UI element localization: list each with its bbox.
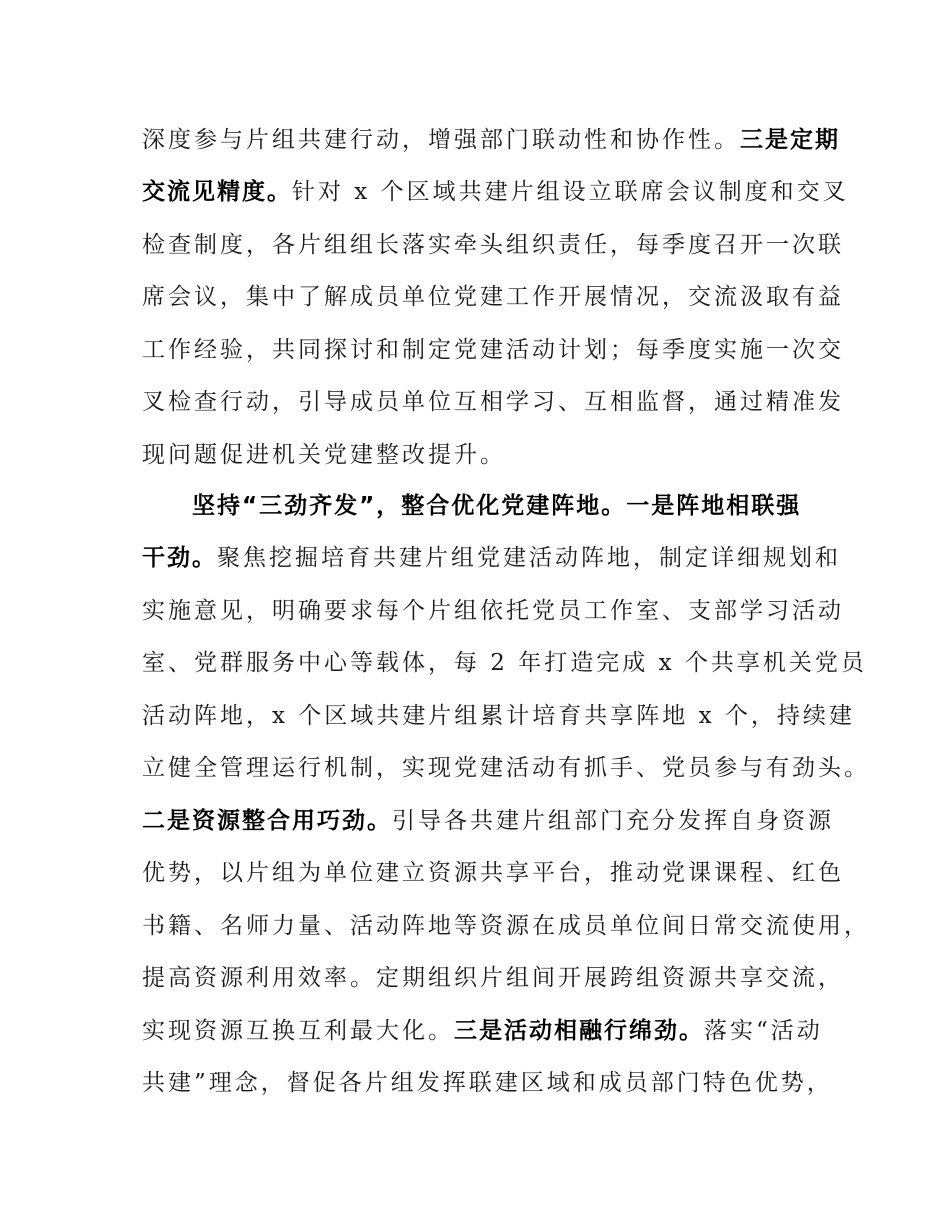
text-line: 叉检查行动，引导成员单位互相学习、互相监督，通过精准发 — [142, 389, 844, 415]
text-line: 二是资源整合用巧劲。引导各共建片组部门充分发挥自身资源 — [142, 808, 834, 834]
text-line: 共建”理念，督促各片组发挥联建区域和成员部门特色优势， — [142, 1070, 833, 1096]
text-line: 优势，以片组为单位建立资源共享平台，推动党课课程、红色 — [142, 860, 844, 886]
text-line: 实施意见，明确要求每个片组依托党员工作室、支部学习活动 — [142, 598, 844, 624]
text-line: 工作经验，共同探讨和制定党建活动计划；每季度实施一次交 — [142, 337, 844, 363]
text-line: 现问题促进机关党建整改提升。 — [142, 442, 506, 468]
text-line: 检查制度，各片组组长落实牵头组织责任，每季度召开一次联 — [142, 232, 844, 258]
text-line: 干劲。聚焦挖掘培育共建片组党建活动阵地，制定详细规划和 — [142, 545, 841, 571]
text-line: 书籍、名师力量、活动阵地等资源在成员单位间日常交流使用， — [142, 913, 870, 939]
text-line: 坚持“三劲齐发”，整合优化党建阵地。一是阵地相联强 — [192, 493, 802, 519]
text-line: 提高资源利用效率。定期组织片组间开展跨组资源共享交流， — [142, 965, 844, 991]
text-line: 深度参与片组共建行动，增强部门联动性和协作性。三是定期 — [142, 127, 840, 153]
text-line: 交流见精度。针对 x 个区域共建片组设立联席会议制度和交叉 — [142, 179, 849, 205]
text-line: 室、党群服务中心等载体，每 2 年打造完成 x 个共享机关党员 — [142, 650, 867, 676]
text-line: 立健全管理运行机制，实现党建活动有抓手、党员参与有劲头。 — [142, 755, 870, 781]
text-line: 实现资源互换互利最大化。三是活动相融行绵劲。落实“活动 — [142, 1018, 823, 1044]
text-line: 活动阵地，x 个区域共建片组累计培育共享阵地 x 个，持续建 — [142, 703, 855, 729]
text-line: 席会议，集中了解成员单位党建工作开展情况，交流汲取有益 — [142, 284, 844, 310]
